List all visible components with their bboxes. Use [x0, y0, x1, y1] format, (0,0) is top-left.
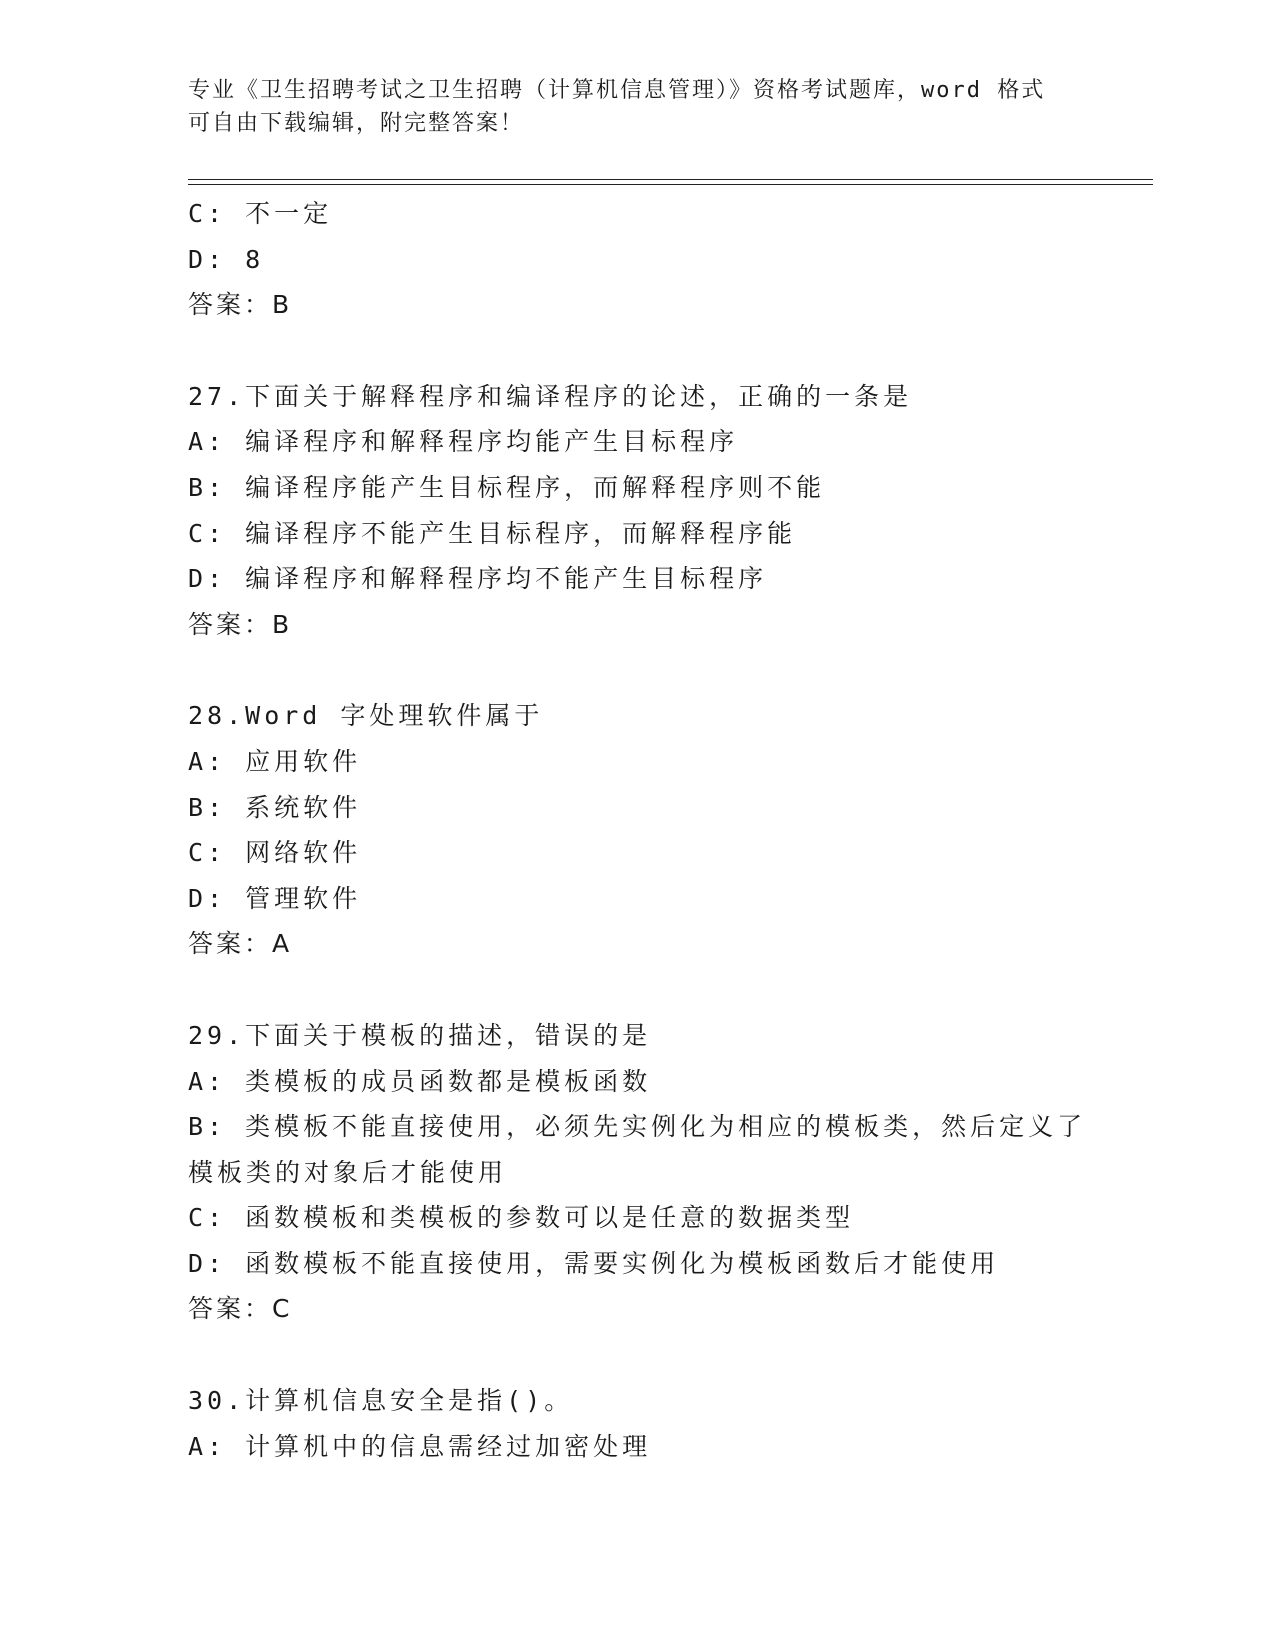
question-28: [188, 693, 1088, 967]
answer-line: 答案：B: [188, 609, 293, 639]
option-a: A: 应用软件: [188, 746, 362, 776]
question-stem: 27.下面关于解释程序和编译程序的论述，正确的一条是: [188, 381, 913, 411]
option-c: C: 编译程序不能产生目标程序，而解释程序能: [188, 518, 797, 548]
question-30: [188, 1378, 1088, 1469]
option-a: A: 编译程序和解释程序均能产生目标程序: [188, 427, 739, 457]
option-d: D: 编译程序和解释程序均不能产生目标程序: [188, 564, 768, 594]
question-content: [188, 191, 1088, 1469]
option-b-continued: 模板类的对象后才能使用: [188, 1157, 508, 1187]
option-a: A: 类模板的成员函数都是模板函数: [188, 1066, 652, 1096]
option-c: C: 不一定: [188, 199, 333, 228]
previous-question-tail: [188, 191, 1088, 328]
header-divider-bottom: [188, 184, 1153, 185]
question-29: [188, 1013, 1088, 1332]
header-line-2: 可自由下载编辑，附完整答案！: [188, 111, 525, 136]
option-b: B: 编译程序能产生目标程序，而解释程序则不能: [188, 472, 826, 502]
option-a: A: 计算机中的信息需经过加密处理: [188, 1431, 652, 1461]
option-c: C: 函数模板和类模板的参数可以是任意的数据类型: [188, 1203, 855, 1233]
header-line-1: 专业《卫生招聘考试之卫生招聘（计算机信息管理）》资格考试题库，word 格式: [188, 78, 1046, 103]
answer-line: 答案：B: [188, 290, 293, 320]
answer-line: 答案：A: [188, 929, 293, 959]
option-c: C: 网络软件: [188, 838, 362, 868]
option-d: D: 函数模板不能直接使用，需要实例化为模板函数后才能使用: [188, 1248, 1000, 1278]
header-divider-top: [188, 179, 1153, 180]
option-d: D: 8: [188, 244, 265, 274]
answer-line: 答案：C: [188, 1294, 293, 1324]
option-d: D: 管理软件: [188, 883, 362, 913]
question-stem: 28.Word 字处理软件属于: [188, 701, 544, 731]
question-stem: 30.计算机信息安全是指()。: [188, 1386, 574, 1416]
question-27: [188, 374, 1088, 648]
option-b: B: 系统软件: [188, 792, 362, 822]
document-header: [188, 74, 1078, 140]
question-stem: 29.下面关于模板的描述，错误的是: [188, 1020, 652, 1050]
option-b: B: 类模板不能直接使用，必须先实例化为相应的模板类，然后定义了: [188, 1112, 1087, 1142]
